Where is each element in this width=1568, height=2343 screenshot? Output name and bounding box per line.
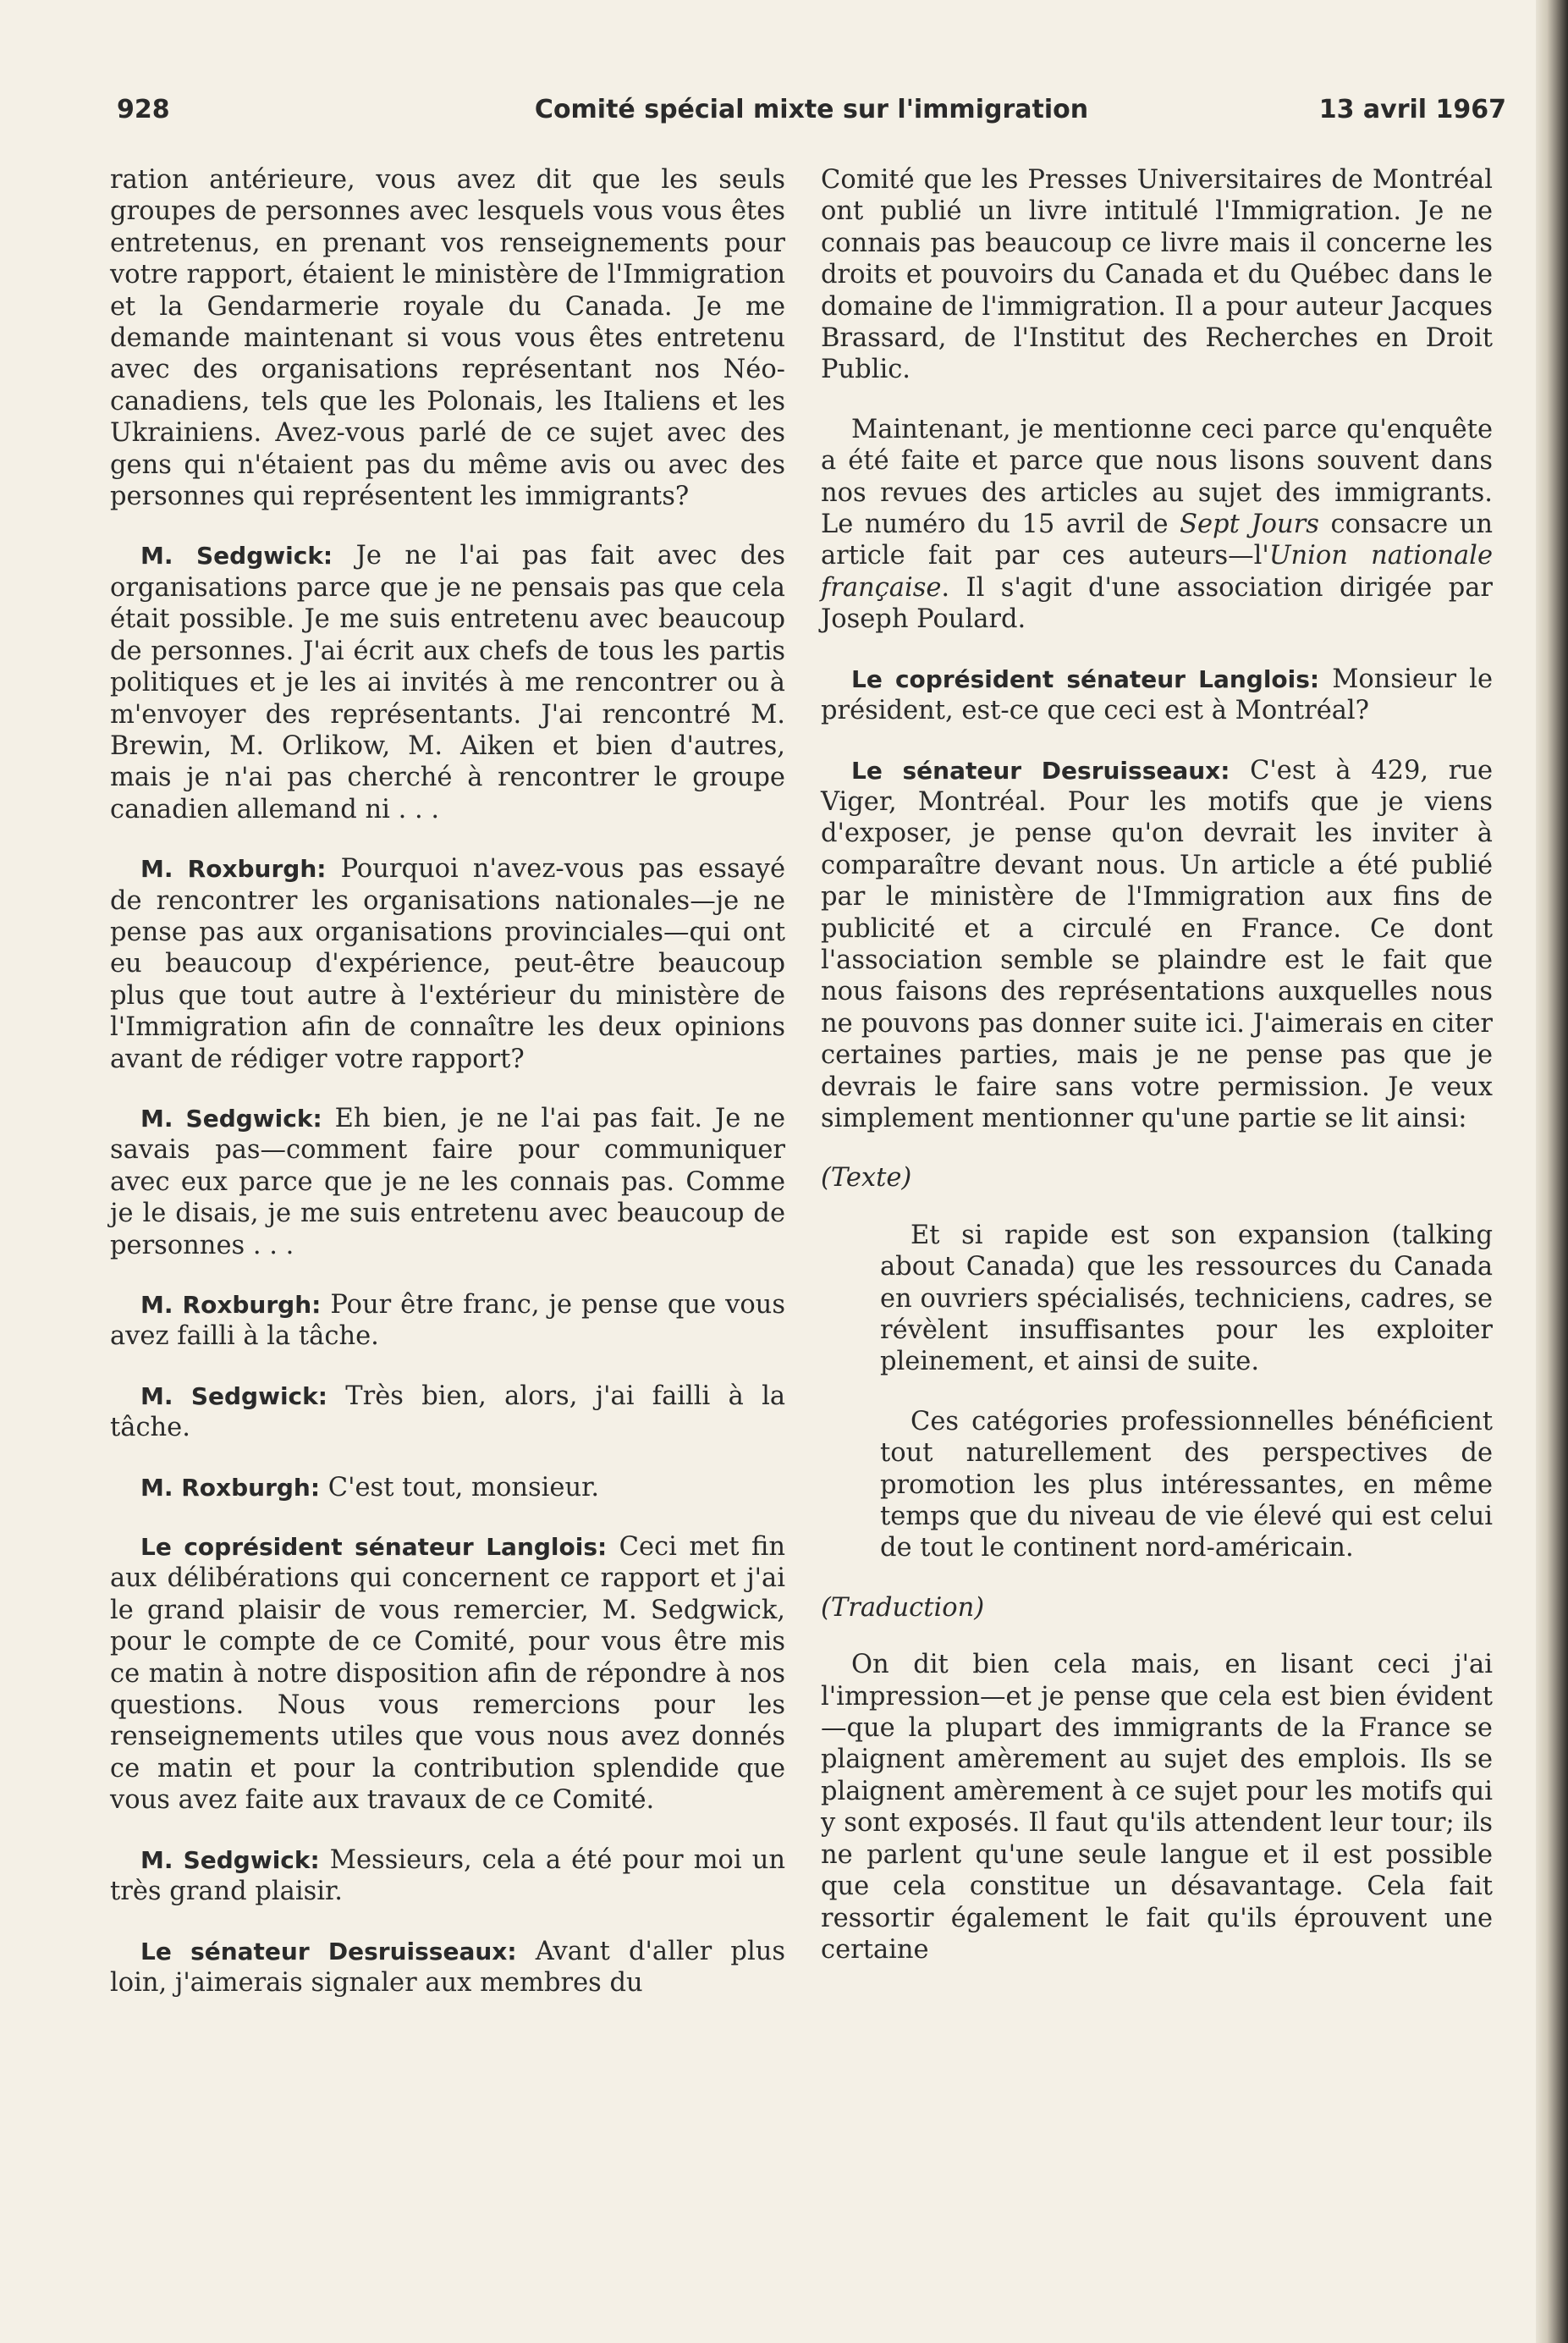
block-quote: Ces catégories professionnelles bénéficient tout naturellement des perspectives de promotion les plus intéressantes, en même temps que du niveau de vie élevé qui est celui de tout le continent nord-américain. xyxy=(880,1406,1493,1563)
speaker-name: Le coprésident sénateur Langlois: xyxy=(140,1533,608,1562)
paragraph: Le sénateur Desruisseaux: C'est à 429, rue Viger, Montréal. Pour les motifs que je viens d'exposer, je pense qu'on devrait les inviter à comparaître devant nous. Un article a été publié par le ministère de l'Immigration aux fins de publicité et a circulé en France. Ce dont l'association semble se plaindre est le fait que nous faisons des représentations auxquelles nous ne pouvons pas donner suite ici. J'aimerais en citer certaines parties, mais je ne pense pas que je devrais le faire sans votre permission. Je veux simplement mentionner qu'une partie se lit ainsi: xyxy=(821,755,1494,1133)
paragraph: Le coprésident sénateur Langlois: Ceci met fin aux délibérations qui concernent ce rapport et j'ai le grand plaisir de vous remercier, M. Sedgwick, pour le compte de ce Comité, pour vous être mis ce matin à notre disposition afin de répondre à nos questions. Nous vous remercions pour les renseignements utiles que vous nous avez donnés ce matin et pour la contribution splendide que vous avez faite aux travaux de ce Comité. xyxy=(110,1532,785,1816)
speaker-name: M. Sedgwick: xyxy=(140,1845,320,1874)
section-label-traduction: (Traduction) xyxy=(821,1592,985,1623)
paragraph: Le coprésident sénateur Langlois: Monsieur le président, est-ce que ceci est à Montréal? xyxy=(821,664,1493,726)
section-label-texte: (Texte) xyxy=(821,1163,912,1194)
publication-title: Sept Jours xyxy=(1180,510,1319,540)
paragraph: M. Sedgwick: Messieurs, cela a été pour moi un très grand plaisir. xyxy=(110,1844,785,1907)
block-quote: Et si rapide est son expansion (talking about Canada) que les ressources du Canada en ouvriers spécialisés, techniciens, cadres, se révèlent insuffisantes pour les exploiter pleinement, et ainsi de suite. xyxy=(880,1220,1493,1377)
page-edge-shadow xyxy=(1536,0,1568,2343)
paragraph: M. Sedgwick: Très bien, alors, j'ai failli à la tâche. xyxy=(110,1381,786,1443)
page-number: 928 xyxy=(117,95,170,124)
paragraph: M. Roxburgh: Pourquoi n'avez-vous pas essayé de rencontrer les organisations nationales—je ne pense pas aux organisations provinciales—qui ont eu beaucoup d'expérience, peut-être beaucoup plus que tout autre à l'extérieur du ministère de l'Immigration afin de connaître les deux opinions avant de rédiger votre rapport? xyxy=(110,854,785,1074)
speaker-name: Le sénateur Desruisseaux: xyxy=(851,756,1230,785)
speaker-name: M. Roxburgh: xyxy=(140,855,327,884)
speaker-name: M. Sedgwick: xyxy=(140,1381,327,1410)
paragraph: M. Roxburgh: Pour être franc, je pense que vous avez failli à la tâche. xyxy=(110,1290,785,1352)
paragraph: Maintenant, je mentionne ceci parce qu'enquête a été faite et parce que nous lisons souvent dans nos revues des articles au sujet des immigrants. Le numéro du 15 avril de Sept Jours consacre un article fait par ces auteurs—l'Union nationale française. Il s'agit d'une association dirigée par Joseph Poulard. xyxy=(821,414,1493,635)
right-column xyxy=(821,164,1493,1993)
paragraph: Comité que les Presses Universitaires de Montréal ont publié un livre intitulé l'Immigration. Je ne connais pas beaucoup ce livre mais il concerne les droits et pouvoirs du Canada et du Québec dans le domaine de l'immigration. Il a pour auteur Jacques Brassard, de l'Institut des Recherches en Droit Public. xyxy=(821,165,1493,385)
page-header xyxy=(117,95,1506,137)
paragraph: M. Sedgwick: Eh bien, je ne l'ai pas fait. Je ne savais pas—comment faire pour communiquer avec eux parce que je ne les connais pas. Comme je le disais, je me suis entretenu avec beaucoup de personnes . . . xyxy=(110,1103,785,1260)
speaker-name: M. Roxburgh: xyxy=(140,1473,321,1502)
speaker-name: M. Sedgwick: xyxy=(140,542,333,571)
paragraph: Le sénateur Desruisseaux: Avant d'aller plus loin, j'aimerais signaler aux membres du xyxy=(110,1936,785,1998)
organization-name: Union nationale française xyxy=(821,541,1493,603)
header-date: 13 avril 1967 xyxy=(1318,95,1506,124)
speaker-name: M. Sedgwick: xyxy=(140,1104,322,1133)
running-title: Comité spécial mixte sur l'immigration xyxy=(534,95,1089,124)
paragraph: M. Sedgwick: Je ne l'ai pas fait avec des organisations parce que je ne pensais pas que cela était possible. Je me suis entretenu avec beaucoup de personnes. J'ai écrit aux chefs de tous les partis politiques et je les ai invités à me rencontrer ou à m'envoyer des représentants. J'ai rencontré M. Brewin, M. Orlikow, M. Aiken et bien d'autres, mais je n'ai pas cherché à rencontrer le groupe canadien allemand ni . . . xyxy=(110,541,786,824)
speaker-name: Le coprésident sénateur Langlois: xyxy=(851,664,1320,693)
paragraph: On dit bien cela mais, en lisant ceci j'ai l'impression—et je pense que cela est bien évident—que la plupart des immigrants de la France se plaignent amèrement au sujet des emplois. Ils se plaignent amèrement à ce sujet pour les motifs qui y sont exposés. Il faut qu'ils attendent leur tour; ils ne parlent qu'une seule langue et il est possible que cela constitue un désavantage. Cela fait ressortir également le fait qu'ils éprouvent une certaine xyxy=(821,1650,1493,1965)
speaker-name: M. Roxburgh: xyxy=(140,1291,322,1319)
left-column xyxy=(110,164,785,2026)
paragraph: M. Roxburgh: C'est tout, monsieur. xyxy=(140,1472,600,1502)
paragraph: ration antérieure, vous avez dit que les seuls groupes de personnes avec lesquels vous vous êtes entretenus, en prenant vos renseignements pour votre rapport, étaient le ministère de l'Immigration et la Gendarmerie royale du Canada. Je me demande maintenant si vous vous êtes entretenu avec des organisations représentant nos Néo-canadiens, tels que les Polonais, les Italiens et les Ukrainiens. Avez-vous parlé de ce sujet avec des gens qui n'étaient pas du même avis ou avec des personnes qui représentent les immigrants? xyxy=(110,165,785,512)
speaker-name: Le sénateur Desruisseaux: xyxy=(140,1937,517,1965)
